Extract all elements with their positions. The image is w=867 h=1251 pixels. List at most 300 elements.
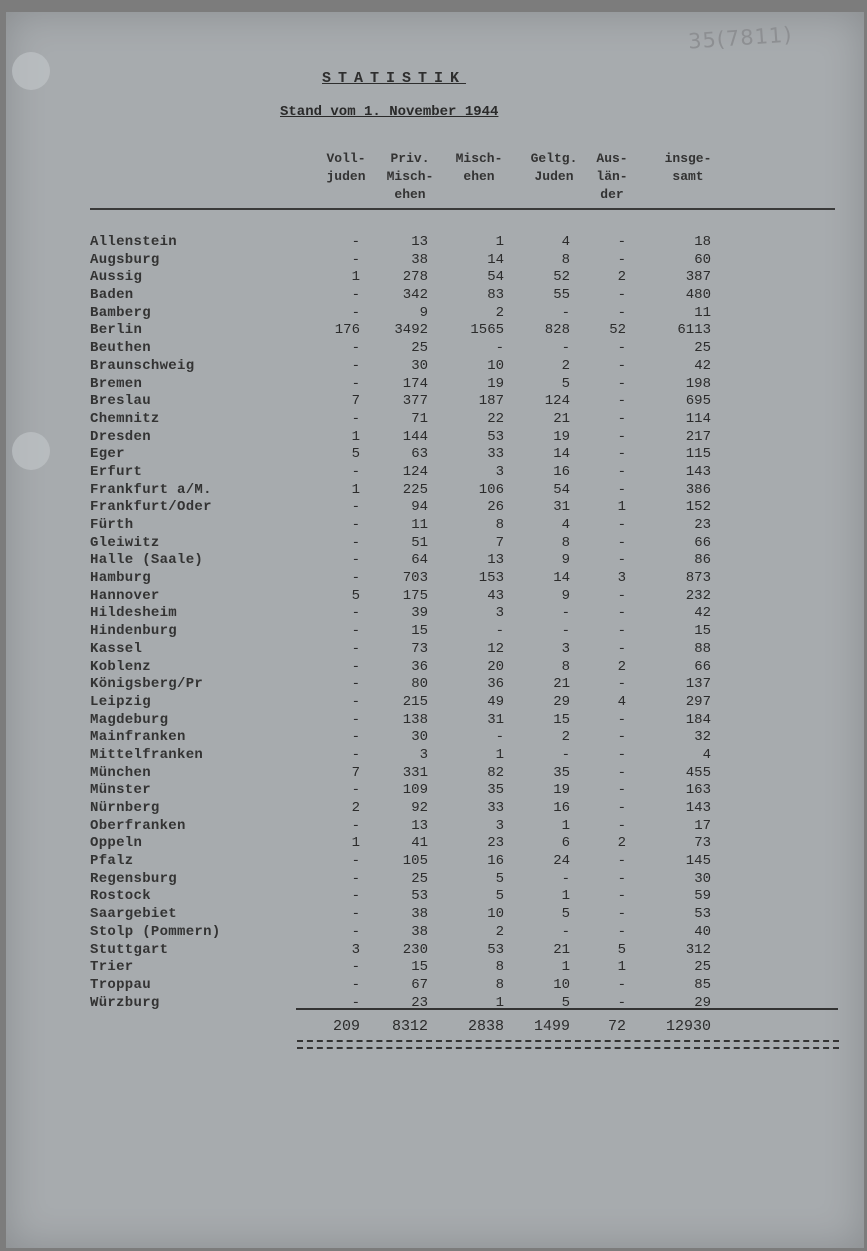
insgesamt-value: 11 (694, 304, 711, 321)
table-row (0, 871, 860, 889)
auslaender-value: - (617, 517, 626, 533)
auslaender-value: - (617, 375, 626, 392)
volljuden-value: - (351, 340, 360, 357)
priv-mischehen-value: 225 (402, 481, 428, 498)
volljuden-value: - (351, 287, 360, 304)
city-name: Koblenz (90, 658, 151, 675)
mischehen-value: 1565 (470, 322, 504, 339)
insgesamt-value: 42 (694, 605, 711, 622)
table-row (0, 942, 860, 960)
volljuden-value: - (351, 357, 360, 374)
city-name: Beuthen (90, 340, 151, 357)
mischehen-value: 54 (487, 269, 504, 286)
auslaender-value: - (617, 552, 626, 569)
city-name: Baden (90, 287, 134, 304)
mischehen-value: 8 (495, 976, 504, 993)
volljuden-value: - (351, 676, 360, 693)
auslaender-value: - (617, 287, 626, 304)
volljuden-value: - (351, 640, 360, 657)
geltungsjuden-value: 4 (561, 234, 570, 250)
city-name: Hamburg (90, 570, 151, 587)
insgesamt-value: 66 (694, 658, 711, 675)
table-row (0, 358, 860, 376)
volljuden-value: 7 (351, 393, 360, 410)
table-row (0, 782, 860, 800)
insgesamt-value: 17 (694, 817, 711, 834)
insgesamt-value: 873 (685, 570, 711, 587)
total-priv-mischehen: 8312 (391, 1018, 428, 1035)
geltungsjuden-value: 14 (553, 570, 570, 587)
auslaender-value: - (617, 534, 626, 551)
volljuden-value: 1 (351, 428, 360, 445)
priv-mischehen-value: 13 (411, 817, 428, 834)
volljuden-value: - (351, 870, 360, 887)
table-row (0, 252, 860, 270)
volljuden-value: - (351, 693, 360, 710)
city-name: Berlin (90, 322, 143, 339)
geltungsjuden-value: 8 (561, 534, 570, 551)
table-row (0, 446, 860, 464)
volljuden-value: - (351, 570, 360, 587)
insgesamt-value: 23 (694, 517, 711, 533)
priv-mischehen-value: 23 (411, 994, 428, 1011)
auslaender-value: - (617, 446, 626, 463)
insgesamt-value: 455 (685, 764, 711, 781)
geltungsjuden-value: 9 (561, 552, 570, 569)
auslaender-value: 2 (617, 269, 626, 286)
mischehen-value: 5 (495, 888, 504, 905)
volljuden-value: - (351, 923, 360, 940)
priv-mischehen-value: 80 (411, 676, 428, 693)
table-row (0, 287, 860, 305)
auslaender-value: 1 (617, 499, 626, 516)
table-row (0, 906, 860, 924)
city-name: Augsburg (90, 251, 160, 268)
mischehen-value: 7 (495, 534, 504, 551)
city-name: Hannover (90, 587, 160, 604)
city-name: München (90, 764, 151, 781)
volljuden-value: - (351, 853, 360, 870)
geltungsjuden-value: - (561, 340, 570, 357)
city-name: Oberfranken (90, 817, 186, 834)
insgesamt-value: 4 (702, 746, 711, 763)
insgesamt-value: 25 (694, 959, 711, 976)
table-row (0, 977, 860, 995)
punch-hole (12, 52, 50, 90)
statistics-table (0, 234, 860, 1012)
total-insgesamt: 12930 (665, 1018, 711, 1035)
auslaender-value: - (617, 340, 626, 357)
table-row (0, 623, 860, 641)
auslaender-value: - (617, 623, 626, 640)
insgesamt-value: 32 (694, 729, 711, 746)
geltungsjuden-value: 2 (561, 729, 570, 746)
city-name: Mainfranken (90, 729, 186, 746)
city-name: Halle (Saale) (90, 552, 204, 569)
volljuden-value: - (351, 499, 360, 516)
mischehen-value: 16 (487, 853, 504, 870)
auslaender-value: - (617, 357, 626, 374)
geltungsjuden-value: 19 (553, 782, 570, 799)
auslaender-value: 2 (617, 658, 626, 675)
city-name: Münster (90, 782, 151, 799)
table-row (0, 552, 860, 570)
geltungsjuden-value: 54 (553, 481, 570, 498)
insgesamt-value: 297 (685, 693, 711, 710)
priv-mischehen-value: 9 (419, 304, 428, 321)
insgesamt-value: 53 (694, 906, 711, 923)
mischehen-value: 13 (487, 552, 504, 569)
auslaender-value: - (617, 393, 626, 410)
table-row (0, 853, 860, 871)
auslaender-value: - (617, 906, 626, 923)
priv-mischehen-value: 41 (411, 835, 428, 852)
auslaender-value: - (617, 994, 626, 1011)
total-volljuden: 209 (332, 1018, 360, 1035)
priv-mischehen-value: 25 (411, 340, 428, 357)
geltungsjuden-value: 8 (561, 658, 570, 675)
insgesamt-value: 115 (685, 446, 711, 463)
city-name: Rostock (90, 888, 151, 905)
priv-mischehen-value: 92 (411, 800, 428, 816)
mischehen-value: 1 (495, 234, 504, 250)
mischehen-value: 10 (487, 906, 504, 923)
table-row (0, 747, 860, 765)
volljuden-value: - (351, 534, 360, 551)
priv-mischehen-value: 278 (402, 269, 428, 286)
mischehen-value: 53 (487, 941, 504, 958)
city-name: Aussig (90, 269, 143, 286)
mischehen-value: 1 (495, 994, 504, 1011)
header-insgesamt: insge- samt (664, 151, 712, 184)
city-name: Regensburg (90, 870, 178, 887)
table-row (0, 322, 860, 340)
insgesamt-value: 217 (685, 428, 711, 445)
priv-mischehen-value: 39 (411, 605, 428, 622)
geltungsjuden-value: - (561, 304, 570, 321)
volljuden-value: - (351, 888, 360, 905)
priv-mischehen-value: 63 (411, 446, 428, 463)
mischehen-value: 3 (495, 605, 504, 622)
priv-mischehen-value: 331 (402, 764, 428, 781)
volljuden-value: - (351, 410, 360, 427)
mischehen-value: 2 (495, 923, 504, 940)
volljuden-value: - (351, 959, 360, 976)
auslaender-value: - (617, 853, 626, 870)
table-row (0, 924, 860, 942)
city-name: Magdeburg (90, 711, 169, 728)
mischehen-value: 83 (487, 287, 504, 304)
volljuden-value: - (351, 906, 360, 923)
mischehen-value: - (495, 623, 504, 640)
auslaender-value: - (617, 782, 626, 799)
mischehen-value: 49 (487, 693, 504, 710)
volljuden-value: - (351, 782, 360, 799)
insgesamt-value: 42 (694, 357, 711, 374)
mischehen-value: 26 (487, 499, 504, 516)
geltungsjuden-value: 15 (553, 711, 570, 728)
table-row (0, 888, 860, 906)
insgesamt-value: 40 (694, 923, 711, 940)
volljuden-value: - (351, 251, 360, 268)
volljuden-value: 5 (351, 587, 360, 604)
mischehen-value: 20 (487, 658, 504, 675)
table-row (0, 340, 860, 358)
city-name: Hindenburg (90, 623, 178, 640)
volljuden-value: - (351, 817, 360, 834)
city-name: Eger (90, 446, 125, 463)
geltungsjuden-value: 29 (553, 693, 570, 710)
table-row (0, 376, 860, 394)
priv-mischehen-value: 215 (402, 693, 428, 710)
priv-mischehen-value: 138 (402, 711, 428, 728)
geltungsjuden-value: 5 (561, 994, 570, 1011)
priv-mischehen-value: 13 (411, 234, 428, 250)
mischehen-value: 43 (487, 587, 504, 604)
header-priv-mischehen: Priv. Misch- ehen (386, 151, 434, 202)
insgesamt-value: 387 (685, 269, 711, 286)
total-geltungsjuden: 1499 (533, 1018, 570, 1035)
insgesamt-value: 15 (694, 623, 711, 640)
geltungsjuden-value: 5 (561, 375, 570, 392)
table-row (0, 729, 860, 747)
city-name: Oppeln (90, 835, 143, 852)
auslaender-value: - (617, 428, 626, 445)
mischehen-value: 14 (487, 251, 504, 268)
geltungsjuden-value: - (561, 870, 570, 887)
priv-mischehen-value: 38 (411, 923, 428, 940)
table-row (0, 517, 860, 535)
mischehen-value: 22 (487, 410, 504, 427)
geltungsjuden-value: - (561, 746, 570, 763)
priv-mischehen-value: 230 (402, 941, 428, 958)
auslaender-value: 2 (617, 835, 626, 852)
double-rule (297, 1040, 839, 1049)
auslaender-value: 1 (617, 959, 626, 976)
volljuden-value: - (351, 623, 360, 640)
mischehen-value: 153 (478, 570, 504, 587)
header-mischehen: Misch- ehen (455, 151, 503, 184)
table-row (0, 712, 860, 730)
table-row (0, 464, 860, 482)
city-name: Chemnitz (90, 410, 160, 427)
city-name: Königsberg/Pr (90, 676, 204, 693)
geltungsjuden-value: - (561, 605, 570, 622)
city-name: Bremen (90, 375, 143, 392)
geltungsjuden-value: 1 (561, 888, 570, 905)
priv-mischehen-value: 15 (411, 959, 428, 976)
auslaender-value: - (617, 605, 626, 622)
geltungsjuden-value: - (561, 923, 570, 940)
auslaender-value: 52 (609, 322, 626, 339)
auslaender-value: 5 (617, 941, 626, 958)
mischehen-value: 23 (487, 835, 504, 852)
volljuden-value: - (351, 711, 360, 728)
geltungsjuden-value: 52 (553, 269, 570, 286)
volljuden-value: - (351, 994, 360, 1011)
priv-mischehen-value: 109 (402, 782, 428, 799)
city-name: Saargebiet (90, 906, 178, 923)
priv-mischehen-value: 174 (402, 375, 428, 392)
table-row (0, 765, 860, 783)
insgesamt-value: 695 (685, 393, 711, 410)
city-name: Leipzig (90, 693, 151, 710)
insgesamt-value: 114 (685, 410, 711, 427)
header-geltungsjuden: Geltg. Juden (530, 151, 578, 184)
table-row (0, 659, 860, 677)
priv-mischehen-value: 25 (411, 870, 428, 887)
priv-mischehen-value: 36 (411, 658, 428, 675)
volljuden-value: - (351, 552, 360, 569)
priv-mischehen-value: 377 (402, 393, 428, 410)
insgesamt-value: 152 (685, 499, 711, 516)
total-auslaender: 72 (607, 1018, 626, 1035)
city-name: Nürnberg (90, 800, 160, 816)
insgesamt-value: 59 (694, 888, 711, 905)
mischehen-value: 3 (495, 817, 504, 834)
mischehen-value: 106 (478, 481, 504, 498)
insgesamt-value: 143 (685, 800, 711, 816)
geltungsjuden-value: 16 (553, 800, 570, 816)
insgesamt-value: 25 (694, 340, 711, 357)
city-name: Dresden (90, 428, 151, 445)
insgesamt-value: 88 (694, 640, 711, 657)
document-subtitle: Stand vom 1. November 1944 (280, 104, 499, 120)
volljuden-value: - (351, 517, 360, 533)
volljuden-value: 3 (351, 941, 360, 958)
city-name: Braunschweig (90, 357, 195, 374)
mischehen-value: 31 (487, 711, 504, 728)
insgesamt-value: 386 (685, 481, 711, 498)
insgesamt-value: 60 (694, 251, 711, 268)
auslaender-value: - (617, 463, 626, 480)
table-row (0, 234, 860, 252)
city-name: Breslau (90, 393, 151, 410)
insgesamt-value: 29 (694, 994, 711, 1011)
table-row (0, 694, 860, 712)
priv-mischehen-value: 51 (411, 534, 428, 551)
mischehen-value: 8 (495, 517, 504, 533)
mischehen-value: 33 (487, 446, 504, 463)
auslaender-value: - (617, 251, 626, 268)
auslaender-value: - (617, 764, 626, 781)
mischehen-value: 12 (487, 640, 504, 657)
priv-mischehen-value: 73 (411, 640, 428, 657)
auslaender-value: 4 (617, 693, 626, 710)
auslaender-value: - (617, 410, 626, 427)
auslaender-value: - (617, 676, 626, 693)
insgesamt-value: 86 (694, 552, 711, 569)
geltungsjuden-value: 8 (561, 251, 570, 268)
table-row (0, 269, 860, 287)
priv-mischehen-value: 342 (402, 287, 428, 304)
priv-mischehen-value: 53 (411, 888, 428, 905)
priv-mischehen-value: 30 (411, 357, 428, 374)
total-mischehen: 2838 (467, 1018, 504, 1035)
insgesamt-value: 85 (694, 976, 711, 993)
geltungsjuden-value: 124 (544, 393, 570, 410)
city-name: Frankfurt/Oder (90, 499, 212, 516)
mischehen-value: 8 (495, 959, 504, 976)
auslaender-value: - (617, 870, 626, 887)
insgesamt-value: 480 (685, 287, 711, 304)
volljuden-value: 5 (351, 446, 360, 463)
insgesamt-value: 66 (694, 534, 711, 551)
table-row (0, 676, 860, 694)
auslaender-value: - (617, 976, 626, 993)
volljuden-value: - (351, 729, 360, 746)
city-name: Frankfurt a/M. (90, 481, 212, 498)
city-name: Erfurt (90, 463, 143, 480)
mischehen-value: 82 (487, 764, 504, 781)
mischehen-value: 35 (487, 782, 504, 799)
table-row (0, 411, 860, 429)
table-row (0, 535, 860, 553)
geltungsjuden-value: 5 (561, 906, 570, 923)
priv-mischehen-value: 15 (411, 623, 428, 640)
volljuden-value: 1 (351, 835, 360, 852)
mischehen-value: 53 (487, 428, 504, 445)
priv-mischehen-value: 38 (411, 251, 428, 268)
header-auslaender: Aus- län- der (596, 151, 628, 202)
insgesamt-value: 312 (685, 941, 711, 958)
table-row (0, 588, 860, 606)
city-name: Troppau (90, 976, 151, 993)
city-name: Fürth (90, 517, 134, 533)
auslaender-value: - (617, 888, 626, 905)
auslaender-value: - (617, 481, 626, 498)
table-row (0, 305, 860, 323)
insgesamt-value: 6113 (677, 322, 711, 339)
insgesamt-value: 232 (685, 587, 711, 604)
mischehen-value: 33 (487, 800, 504, 816)
mischehen-value: 1 (495, 746, 504, 763)
insgesamt-value: 30 (694, 870, 711, 887)
geltungsjuden-value: 16 (553, 463, 570, 480)
auslaender-value: - (617, 587, 626, 604)
city-name: Kassel (90, 640, 143, 657)
priv-mischehen-value: 703 (402, 570, 428, 587)
totals-row (0, 1018, 860, 1038)
geltungsjuden-value: 19 (553, 428, 570, 445)
volljuden-value: - (351, 234, 360, 250)
city-name: Stuttgart (90, 941, 169, 958)
auslaender-value: - (617, 729, 626, 746)
header-rule (90, 208, 835, 210)
priv-mischehen-value: 64 (411, 552, 428, 569)
header-volljuden: Voll- juden (326, 151, 366, 184)
insgesamt-value: 73 (694, 835, 711, 852)
table-row (0, 818, 860, 836)
table-row (0, 641, 860, 659)
auslaender-value: - (617, 800, 626, 816)
geltungsjuden-value: 21 (553, 941, 570, 958)
mischehen-value: 36 (487, 676, 504, 693)
geltungsjuden-value: 55 (553, 287, 570, 304)
table-row (0, 482, 860, 500)
volljuden-value: 1 (351, 269, 360, 286)
volljuden-value: 2 (351, 800, 360, 816)
insgesamt-value: 137 (685, 676, 711, 693)
priv-mischehen-value: 94 (411, 499, 428, 516)
table-row (0, 429, 860, 447)
geltungsjuden-value: 6 (561, 835, 570, 852)
volljuden-value: - (351, 976, 360, 993)
volljuden-value: - (351, 304, 360, 321)
mischehen-value: 3 (495, 463, 504, 480)
table-row (0, 605, 860, 623)
table-row (0, 800, 860, 818)
